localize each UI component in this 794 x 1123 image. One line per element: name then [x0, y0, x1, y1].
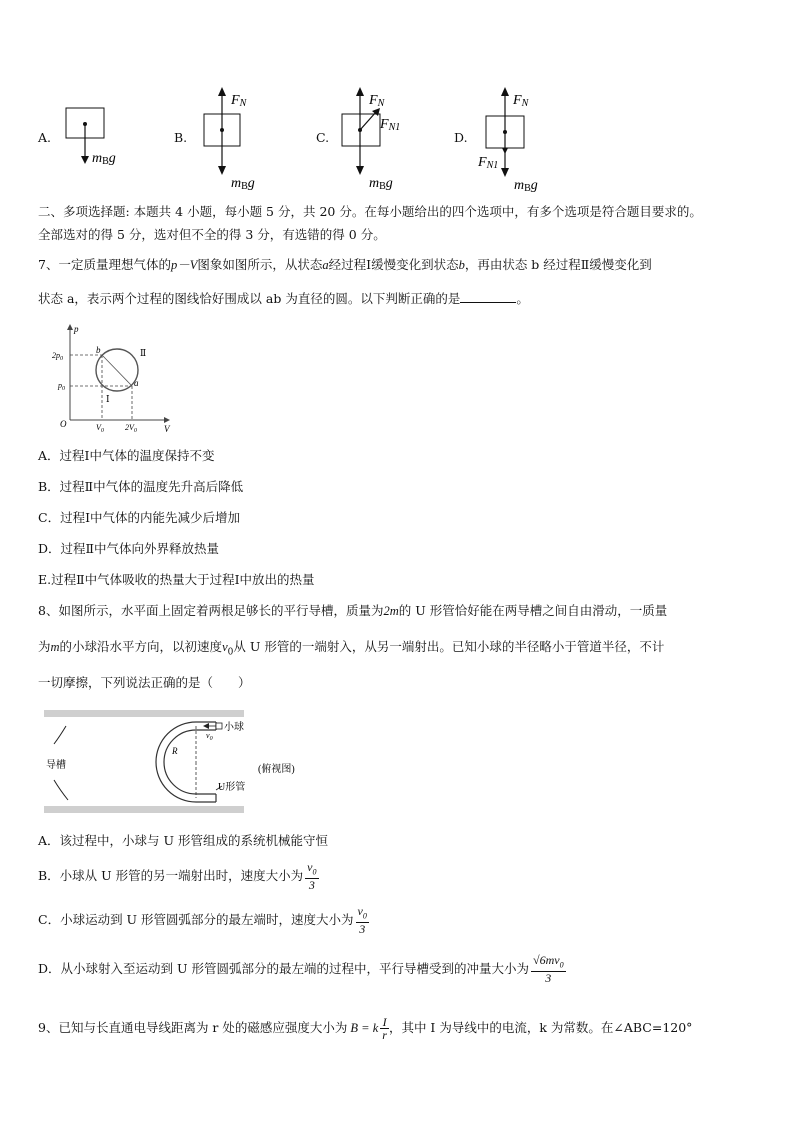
- fraction-v0-3: $\frac{v_0}{3}$: [307, 859, 317, 893]
- force-diagram-a: [60, 100, 140, 180]
- q8-option-b: B．小球从 U 形管的另一端射出时，速度大小为 $\frac{v_0}{3}$: [38, 859, 317, 893]
- 2p0-label: $2p_0$: [52, 351, 63, 362]
- q7-option-d: D．过程Ⅱ中气体向外界释放热量: [38, 541, 220, 556]
- q8-stem-line2: 为m的小球沿水平方向，以初速度$v_0$从 U 形管的一端射入，从另一端射出。已知小球的半径略小于管道半径，不计: [38, 639, 665, 658]
- answer-blank: [460, 290, 516, 303]
- normal-force-1-label: FN1: [478, 155, 499, 171]
- q8-option-c: C．小球运动到 U 形管圆弧部分的最左端时，速度大小为 $\frac{v_0}{3}$: [38, 903, 367, 937]
- force-diagram-b: [196, 82, 276, 192]
- normal-force-label: FN: [513, 93, 529, 109]
- 2v0-label: $2V_0$: [125, 423, 137, 432]
- option-c-label: C.: [316, 130, 330, 145]
- state-a-label: a: [134, 378, 139, 388]
- q8-stem-line3: 一切摩擦，下列说法正确的是（ ）: [38, 675, 251, 690]
- q7-option-a: A．过程Ⅰ中气体的温度保持不变: [38, 448, 215, 463]
- option-b-label: B.: [174, 130, 188, 145]
- q8-option-a: A．该过程中，小球与 U 形管组成的系统机械能守恒: [38, 833, 329, 848]
- origin-label: O: [60, 419, 67, 429]
- p-axis-label: p: [74, 324, 79, 334]
- normal-force-1-label: FN1: [380, 117, 401, 133]
- force-diagram-d: [476, 82, 566, 192]
- v0-label: $v_0$: [206, 731, 213, 742]
- option-a-label: A.: [38, 130, 52, 145]
- u-tube-label: U形管: [218, 782, 246, 793]
- weight-label: mBg: [231, 176, 255, 192]
- process-ii-label: Ⅱ: [140, 348, 147, 358]
- process-i-label: Ⅰ: [106, 394, 110, 404]
- q8-stem-line1: 8、如图所示，水平面上固定着两根足够长的平行导槽，质量为2m的 U 形管恰好能在两导槽之间自由滑动，一质量: [38, 603, 668, 618]
- q8-option-d: D．从小球射入至运动到 U 形管圆弧部分的最左端的过程中，平行导槽受到的冲量大小为 $\frac{√6mv_0}{3}$: [38, 952, 564, 986]
- groove-label: 导槽: [46, 760, 66, 771]
- section2-line2: 全部选对的得 5 分，选对但不全的得 3 分，有选错的得 0 分。: [38, 227, 386, 242]
- force-diagram-c: [334, 82, 424, 192]
- q7-option-b: B．过程Ⅱ中气体的温度先升高后降低: [38, 479, 244, 494]
- u-tube-diagram: [44, 708, 334, 818]
- fraction-sqrt6-mv0-3: $\frac{√6mv_0}{3}$: [533, 952, 564, 986]
- q9-stem: 9、已知与长直通电导线距离为 r 处的磁感应强度大小为 B = k $\frac{I}{r}$ ，其中 I 为导线中的电流，k 为常数。在∠ABC=120°: [38, 1014, 693, 1042]
- v-axis-label: V: [164, 424, 170, 432]
- weight-label: mBg: [514, 178, 538, 192]
- option-d-label: D.: [454, 130, 468, 145]
- v0-label: $V_0$: [96, 423, 104, 432]
- ball-label: 小球: [224, 722, 244, 733]
- normal-force-label: FN: [231, 93, 247, 109]
- fraction-i-over-r: $\frac{I}{r}$: [382, 1014, 387, 1042]
- section2-line1: 二、多项选择题: 本题共 4 小题，每小题 5 分，共 20 分。在每小题给出的四个选项中，有多个选项是符合题目要求的。: [38, 204, 702, 219]
- q7-option-e: E.过程Ⅱ中气体吸收的热量大于过程Ⅰ中放出的热量: [38, 572, 315, 587]
- fraction-v0-3: $\frac{v_0}{3}$: [357, 903, 367, 937]
- q7-option-c: C．过程Ⅰ中气体的内能先减少后增加: [38, 510, 241, 525]
- weight-label: mBg: [369, 176, 393, 192]
- q7-stem-line1: 7、一定质量理想气体的p－V图象如图所示，从状态a经过程Ⅰ缓慢变化到状态b，再由状态 b 经过程Ⅱ缓慢变化到: [38, 257, 652, 272]
- normal-force-label: FN: [369, 93, 385, 109]
- p0-label: $p_0$: [58, 381, 65, 392]
- pv-graph: [50, 320, 175, 432]
- radius-label: R: [172, 746, 178, 756]
- q7-stem-line2: 状态 a，表示两个过程的图线恰好围成以 ab 为直径的圆。以下判断正确的是 。: [38, 291, 529, 306]
- weight-label: mBg: [92, 151, 116, 167]
- state-b-label: b: [96, 345, 101, 355]
- top-view-label: (俯视图): [258, 764, 295, 775]
